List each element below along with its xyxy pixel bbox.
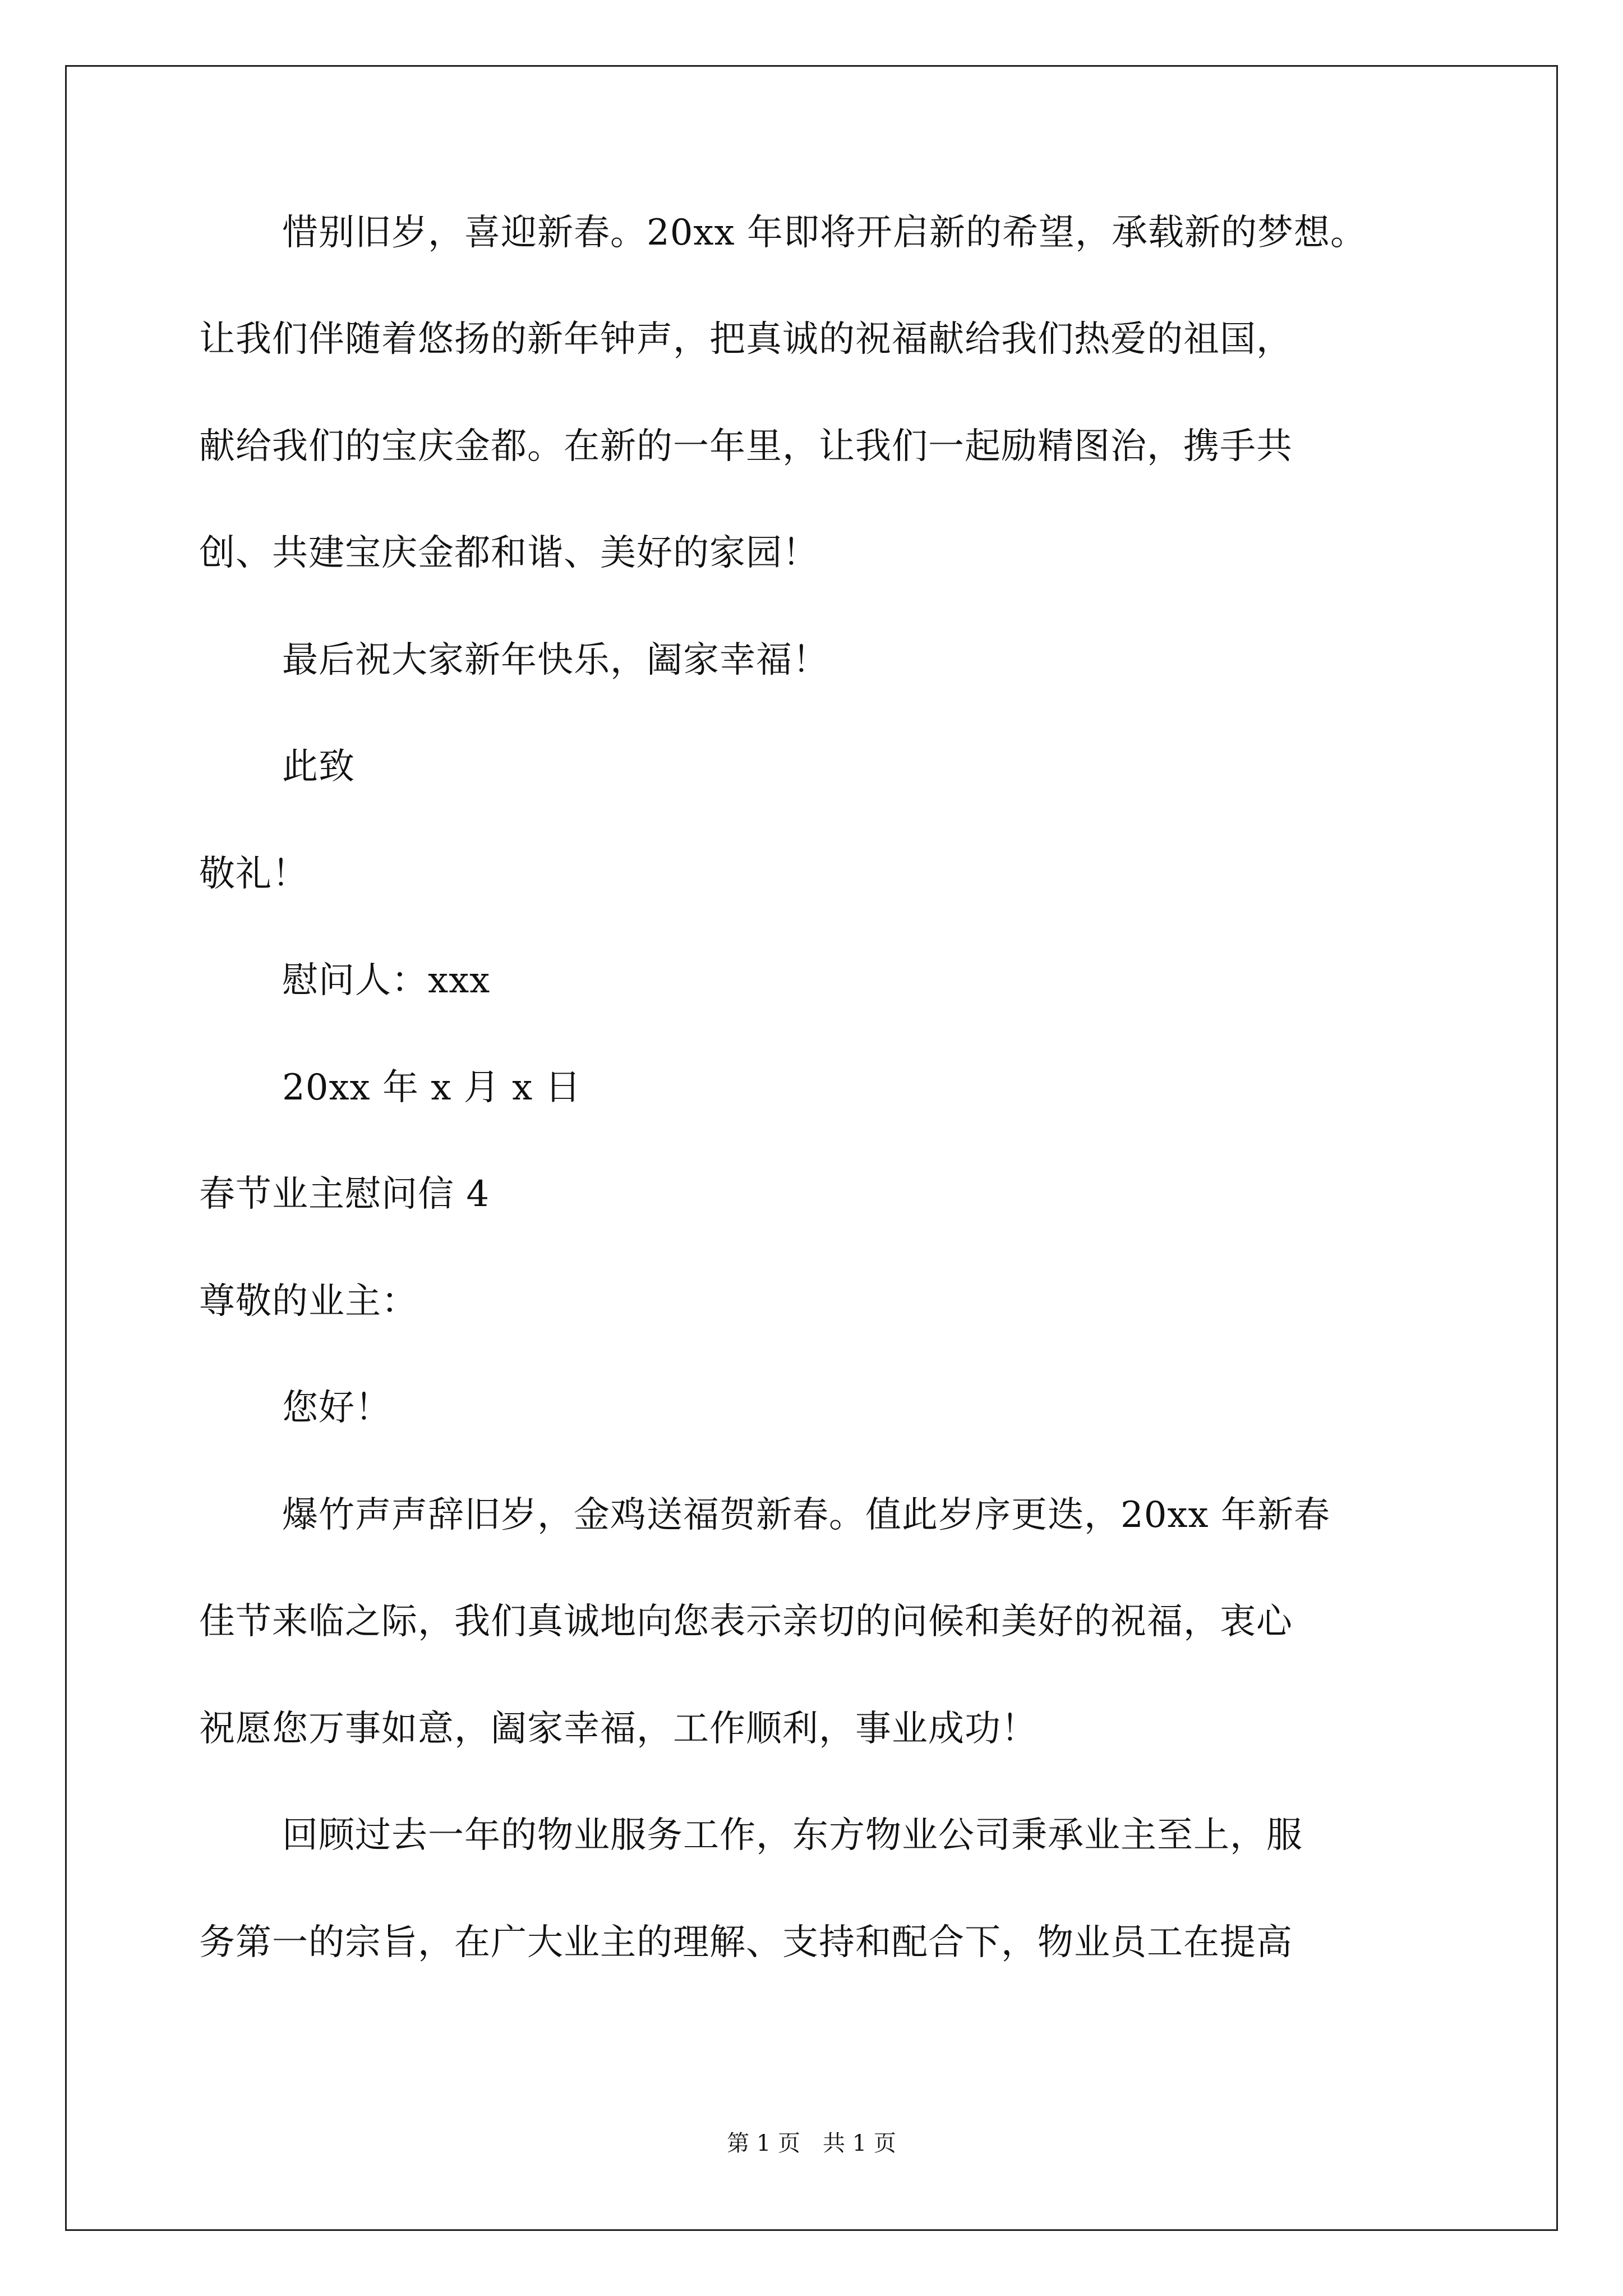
page-number: 第 1 页 共 1 页 <box>727 2131 896 2156</box>
text-line: 敬礼！ <box>199 853 308 895</box>
text-line: 祝愿您万事如意，阖家幸福，工作顺利，事业成功！ <box>199 1708 1038 1750</box>
text-line: 回顾过去一年的物业服务工作，东方物业公司秉承业主至上，服 <box>282 1815 1303 1856</box>
text-line: 最后祝大家新年快乐，阖家幸福！ <box>282 639 829 681</box>
text-line: 创、共建宝庆金都和谐、美好的家园！ <box>199 532 819 574</box>
section-title: 春节业主慰问信 4 <box>199 1174 490 1215</box>
text-line: 献给我们的宝庆金都。在新的一年里，让我们一起励精图治，携手共 <box>199 426 1293 467</box>
greeting: 您好！ <box>282 1387 391 1429</box>
text-line: 此致 <box>282 746 355 788</box>
text-line: 爆竹声声辞旧岁，金鸡送福贺新春。值此岁序更迭，20xx 年新春 <box>282 1494 1330 1536</box>
text-line: 务第一的宗旨，在广大业主的理解、支持和配合下，物业员工在提高 <box>199 1922 1293 1963</box>
text-line: 惜别旧岁，喜迎新春。20xx 年即将开启新的希望，承载新的梦想。 <box>282 212 1367 254</box>
text-line: 佳节来临之际，我们真诚地向您表示亲切的问候和美好的祝福，衷心 <box>199 1601 1293 1642</box>
text-line: 让我们伴随着悠扬的新年钟声，把真诚的祝福献给我们热爱的祖国， <box>199 319 1293 360</box>
salutation: 尊敬的业主： <box>199 1281 418 1322</box>
text-line: 20xx 年 x 月 x 日 <box>282 1067 582 1108</box>
page-border <box>65 65 1558 2231</box>
text-line: 慰问人：xxx <box>282 960 491 1001</box>
